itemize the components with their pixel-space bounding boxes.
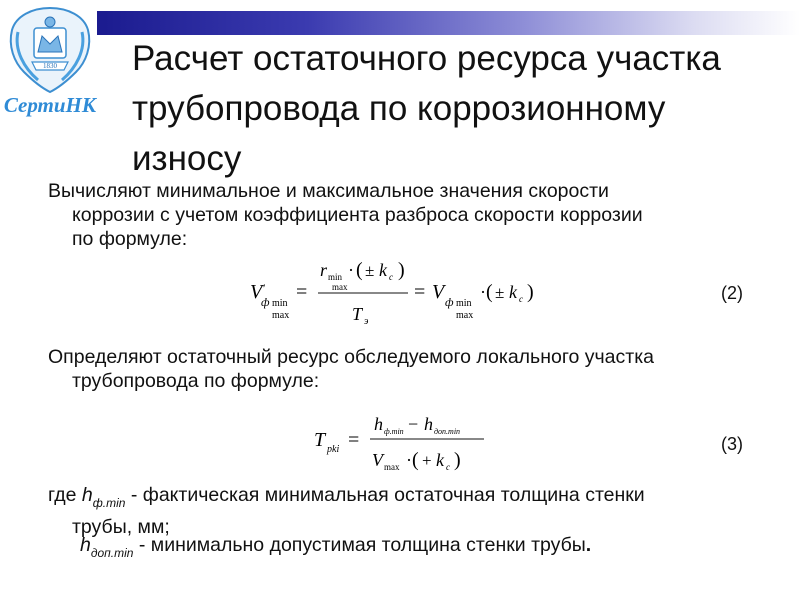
logo-brand: СертиНК <box>3 93 97 117</box>
svg-text:k: k <box>436 450 444 470</box>
definition-text: - фактическая минимальная остаточная толщина стенки <box>125 484 645 506</box>
svg-text:k: k <box>509 282 517 302</box>
svg-text:pki: pki <box>327 444 340 455</box>
equation-number: (3) <box>721 434 743 454</box>
svg-text:max: max <box>456 310 474 321</box>
svg-text:=: = <box>348 429 360 451</box>
paragraph-line: коррозии с учетом коэффициента разброса скорости коррозии <box>72 204 643 226</box>
svg-text:·: · <box>480 282 486 302</box>
svg-text:c: c <box>446 462 450 472</box>
symbol-subscript: доп.min <box>90 546 134 560</box>
svg-text:+: + <box>422 451 432 470</box>
svg-text:·: · <box>406 450 412 470</box>
svg-text:h: h <box>374 414 383 434</box>
svg-text:(: ( <box>486 281 493 303</box>
svg-text:V: V <box>432 281 445 303</box>
symbol-subscript: ф.min <box>92 496 126 510</box>
header-gradient-bar <box>97 11 800 35</box>
paragraph-line: трубопровода по формуле: <box>72 370 320 392</box>
svg-text:): ) <box>454 449 461 471</box>
svg-text:T: T <box>352 304 363 324</box>
svg-text:(: ( <box>356 259 363 281</box>
svg-text:c: c <box>519 294 523 304</box>
svg-text:V: V <box>250 281 263 303</box>
university-logo <box>2 2 98 120</box>
svg-text:min: min <box>328 272 343 282</box>
svg-text:max: max <box>332 282 348 292</box>
definition-actual-thickness <box>48 483 768 539</box>
logo-year: 1830 <box>43 62 57 70</box>
svg-text:V: V <box>372 450 383 470</box>
svg-text:ф: ф <box>445 295 454 309</box>
svg-text:=: = <box>296 281 308 303</box>
paragraph-line: Вычисляют минимальное и максимальное значения скорости <box>48 180 609 202</box>
svg-text:T: T <box>314 429 326 451</box>
svg-text:±: ± <box>495 283 505 302</box>
emblem-icon <box>11 8 90 92</box>
svg-text:c: c <box>389 272 393 282</box>
svg-text:k: k <box>379 260 387 280</box>
symbol-h: h <box>80 534 91 556</box>
svg-text:·: · <box>348 260 354 280</box>
svg-text:max: max <box>384 462 400 472</box>
svg-text:−: − <box>408 414 419 434</box>
definition-prefix: где <box>48 484 82 506</box>
formula-velocity <box>248 252 548 332</box>
paragraph-resource <box>48 345 768 393</box>
svg-text:ф: ф <box>261 295 270 309</box>
svg-text:э: э <box>364 316 369 327</box>
paragraph-line: по формуле: <box>72 228 188 250</box>
symbol-h: h <box>81 484 93 506</box>
definition-continuation: трубы, мм; <box>72 516 170 538</box>
svg-text:±: ± <box>365 261 375 280</box>
definition-text: - минимально допустимая толщина стенки трубы <box>133 534 586 556</box>
svg-text:h: h <box>424 414 433 434</box>
formula-residual-resource <box>312 408 502 480</box>
equation-number: (2) <box>721 283 743 303</box>
svg-text:=: = <box>414 281 426 303</box>
page-title: Расчет остаточного ресурса участка трубопровода по коррозионному износу <box>132 39 721 178</box>
svg-text:r: r <box>320 260 328 280</box>
svg-text:min: min <box>456 298 472 309</box>
svg-text:доп.min: доп.min <box>434 427 461 436</box>
svg-text:max: max <box>272 310 290 321</box>
definition-end: . <box>585 534 592 556</box>
definition-allowed-thickness <box>80 533 780 565</box>
svg-text:′: ′ <box>263 281 266 295</box>
svg-text:(: ( <box>412 449 419 471</box>
svg-text:min: min <box>272 298 288 309</box>
svg-text:ф.min: ф.min <box>384 427 404 436</box>
paragraph-velocity <box>48 179 768 251</box>
svg-text:): ) <box>527 281 534 303</box>
svg-text:): ) <box>398 259 405 281</box>
paragraph-line: Определяют остаточный ресурс обследуемого локального участка <box>48 346 655 368</box>
